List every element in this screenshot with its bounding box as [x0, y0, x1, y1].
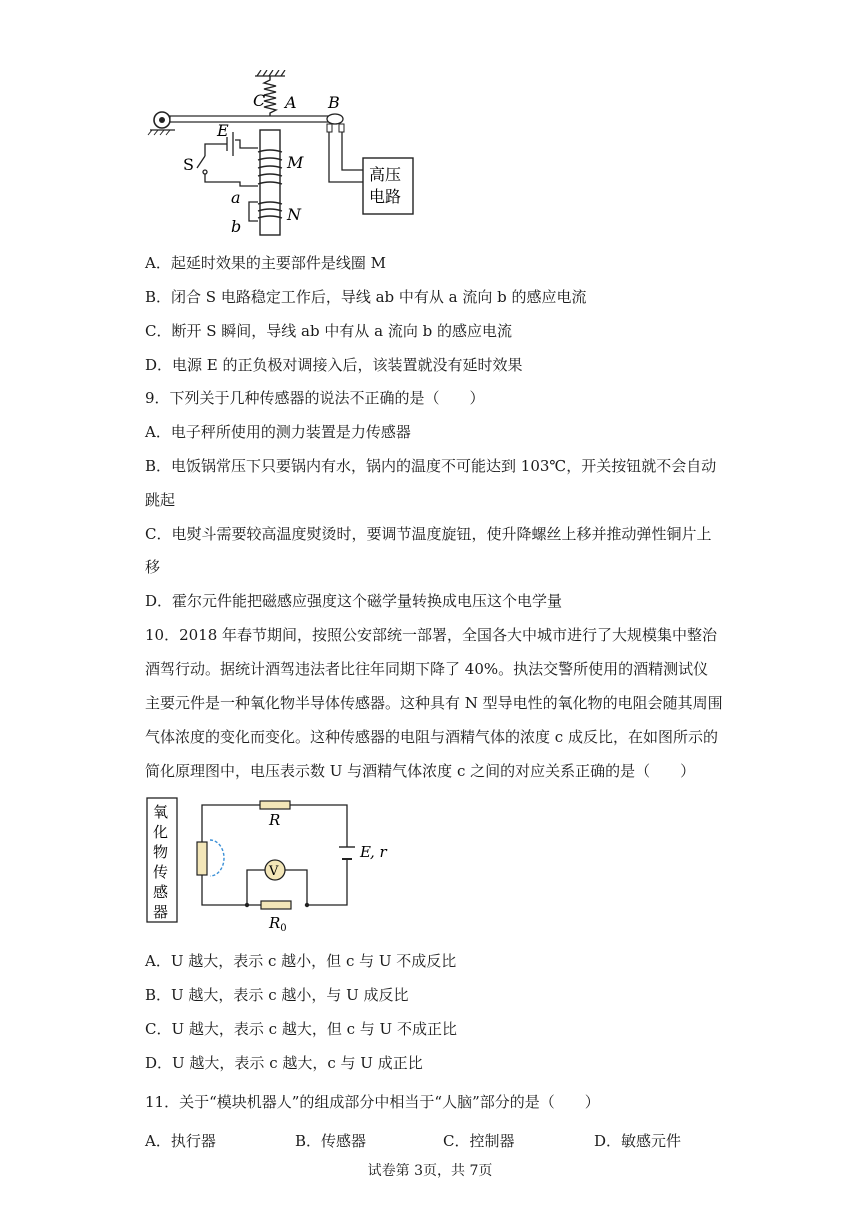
label-a-small: a [231, 188, 241, 207]
wire-ab [249, 202, 258, 221]
label-r: R [269, 811, 281, 829]
contact-lead-right [342, 132, 363, 170]
label-c: C [253, 91, 266, 110]
q10-stem-line2: 酒驾行动。据统计酒驾违法者比往年同期下降了 40%。执法交警所使用的酒精测试仪 [145, 660, 709, 678]
sensor-char-4: 传 [153, 863, 169, 881]
label-e: E [360, 843, 371, 861]
q11-option-c: C．控制器 [443, 1132, 515, 1150]
q10-option-a: A．U 越大，表示 c 越小，但 c 与 U 不成反比 [145, 952, 457, 970]
q10-stem-line3: 主要元件是一种氧化物半导体传感器。这种具有 N 型导电性的氧化物的电阻会随其周围 [145, 694, 723, 712]
q11-stem: 11．关于“模块机器人”的组成部分中相当于“人脑”部分的是（ ） [145, 1093, 600, 1111]
q11-option-d: D．敏感元件 [594, 1132, 682, 1150]
sensor-element [197, 842, 207, 875]
label-r0: $R_0$ [269, 914, 287, 934]
sensor-char-5: 感 [153, 883, 169, 901]
box-label-line2: 电路 [369, 187, 402, 206]
label-n: N [287, 205, 301, 224]
q11-option-b: B．传感器 [295, 1132, 367, 1150]
contact-b [327, 114, 344, 132]
q10-option-c: C．U 越大，表示 c 越大，但 c 与 U 不成正比 [145, 1020, 457, 1038]
resistor-r0 [261, 901, 291, 909]
sensor-char-3: 物 [153, 843, 169, 861]
ceiling-support [255, 70, 285, 76]
q8-option-b: B．闭合 S 电路稳定工作后，导线 ab 中有从 a 流向 b 的感应电流 [145, 288, 587, 306]
label-b-top: B [328, 93, 340, 112]
q9-option-a: A．电子秤所使用的测力装置是力传感器 [145, 423, 411, 441]
q9-option-c-line1: C．电熨斗需要较高温度熨烫时，要调节温度旋钮，使升降螺丝上移并推动弹性铜片上 [145, 525, 712, 543]
sensor-char-1: 氧 [153, 803, 169, 821]
q8-option-a: A．起延时效果的主要部件是线圈 M [145, 254, 386, 272]
label-a-top: A [285, 93, 297, 112]
sensor-char-6: 器 [153, 903, 169, 921]
junction-left [245, 903, 249, 907]
label-b-small: b [231, 217, 242, 236]
spring-c [264, 76, 276, 116]
q8-option-c: C．断开 S 瞬间，导线 ab 中有从 a 流向 b 的感应电流 [145, 322, 512, 340]
contact-lead-left [329, 132, 363, 182]
q10-option-d: D．U 越大，表示 c 越大，c 与 U 成正比 [145, 1054, 423, 1072]
label-m: M [287, 153, 304, 172]
page-footer: 试卷第 3页，共 7页 [367, 1163, 493, 1179]
label-s: S [183, 155, 194, 174]
voltmeter-label: V [269, 864, 279, 879]
q10-option-b: B．U 越大，表示 c 越小，与 U 成反比 [145, 986, 409, 1004]
q9-option-d: D．霍尔元件能把磁感应强度这个磁学量转换成电压这个电学量 [145, 592, 563, 610]
box-label-line1: 高压 [369, 165, 402, 184]
sensor-circuit-diagram [145, 795, 405, 935]
q9-option-b-line1: B．电饭锅常压下只要锅内有水，锅内的温度不可能达到 103℃，开关按钮就不会自动 [145, 457, 717, 475]
resistor-r [260, 801, 290, 809]
q10-stem-line4: 气体浓度的变化而变化。这种传感器的电阻与酒精气体的浓度 c 成反比，在如图所示的 [145, 728, 718, 746]
q8-option-d: D．电源 E 的正负极对调接入后，该装置就没有延时效果 [145, 356, 523, 374]
sensor-char-2: 化 [153, 823, 169, 841]
sensor-dashed-arc [210, 840, 224, 876]
q10-stem-line1: 10．2018 年春节期间，按照公安部统一部署，全国各大中城市进行了大规模集中整治 [145, 626, 718, 644]
circuit-e-s [197, 132, 258, 186]
q9-option-b-line2: 跳起 [145, 491, 176, 509]
relay-diagram [145, 70, 445, 240]
q9-stem: 9．下列关于几种传感器的说法不正确的是（ ） [145, 389, 485, 407]
q11-option-a: A．执行器 [145, 1132, 216, 1150]
junction-right [305, 903, 309, 907]
q10-stem-line5: 简化原理图中，电压表示数 U 与酒精气体浓度 c 之间的对应关系正确的是（ ） [145, 762, 696, 780]
label-e: E [217, 121, 229, 140]
lever-arm [170, 116, 330, 122]
q9-option-c-line2: 移 [145, 558, 161, 576]
label-comma-r: , r [370, 843, 387, 861]
